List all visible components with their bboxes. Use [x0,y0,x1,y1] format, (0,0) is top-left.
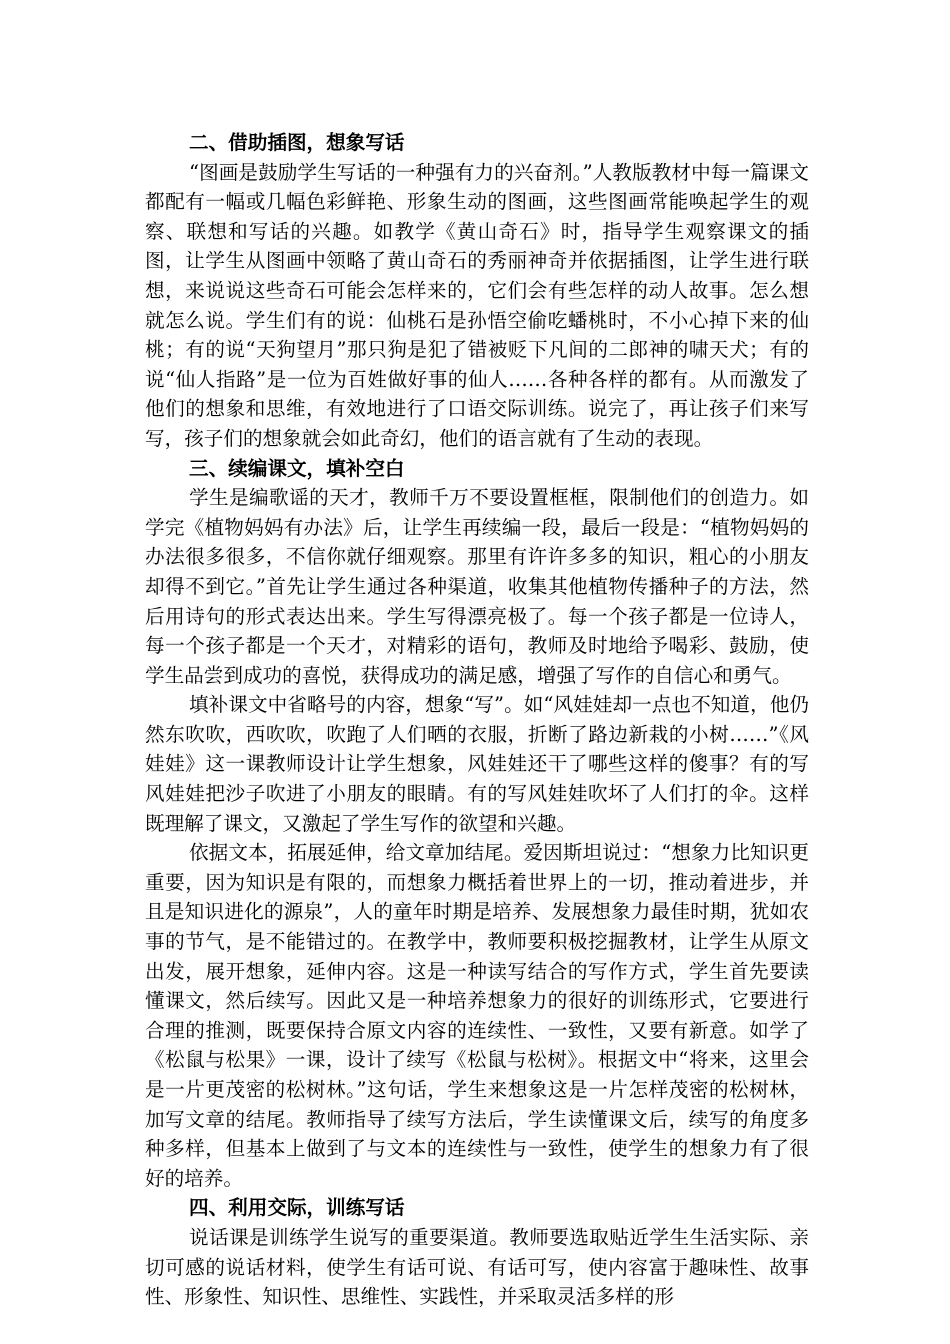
section-heading-4: 四、利用交际，训练写话 [189,1196,405,1220]
paragraph-add-ending: 依据文本，拓展延伸，给文章加结尾。爱因斯坦说过：“想象力比知识更重要，因为知识是有限的，而想象力概括着世界上的一切，推动着进步，并且是知识进化的源泉”，人的童年时期是培养、发展想象力最佳时期，犹如农事的节气，是不能错过的。在教学中，教师要积极挖掘教材，让学生从原文出发，展开想象，延伸内容。这是一种读写结合的写作方式，学生首先要读懂课文，然后续写。因此又是一种培养想象力的很好的训练形式，它要进行合理的推测，既要保持合原文内容的连续性、一致性，又要有新意。如学了《松鼠与松果》一课，设计了续写《松鼠与松树》。根据文中“将来，这里会是一片更茂密的松树林。”这句话，学生来想象这是一片怎样茂密的松树林，加写文章的结尾。教师指导了续写方法后，学生读懂课文后，续写的角度多种多样，但基本上做到了与文本的连续性与一致性，使学生的想象力有了很好的培养。 [145,841,809,1190]
paragraph-fill-ellipsis: 填补课文中省略号的内容，想象“写”。如“风娃娃却一点也不知道，他仍然东吹吹，西吹吹，吹跑了人们晒的衣服，折断了路边新栽的小树……”《风娃娃》这一课教师设计让学生想象，风娃娃还干了哪些这样的傻事？有的写风娃娃把沙子吹进了小朋友的眼睛。有的写风娃娃吹坏了人们打的伞。这样既理解了课文，又激起了学生写作的欲望和兴趣。 [145,693,809,835]
section-heading-3: 三、续编课文，填补空白 [189,456,405,480]
section-heading-2: 二、借助插图，想象写话 [189,131,405,154]
paragraph-continue-lesson: 学生是编歌谣的天才，教师千万不要设置框框，限制他们的创造力。如学完《植物妈妈有办法》后，让学生再续编一段，最后一段是：“植物妈妈的办法很多很多，不信你就仔细观察。那里有许许多多的知识，粗心的小朋友却得不到它。”首先让学生通过各种渠道，收集其他植物传播种子的方法，然后用诗句的形式表达出来。学生写得漂亮极了。每一个孩子都是一位诗人，每一个孩子都是一个天才，对精彩的语句，教师及时地给予喝彩、鼓励，使学生品尝到成功的喜悦，获得成功的满足感，增强了写作的自信心和勇气。 [145,486,809,687]
document-page [145,128,809,1312]
paragraph-illustration: “图画是鼓励学生写话的一种强有力的兴奋剂。”人教版教材中每一篇课文都配有一幅或几幅色彩鲜艳、形象生动的图画，这些图画常能唤起学生的观察、联想和写话的兴趣。如教学《黄山奇石》时，指导学生观察课文的插图，让学生从图画中领略了黄山奇石的秀丽神奇并依据插图，让学生进行联想，来说说这些奇石可能会怎样来的，它们会有些怎样的动人故事。怎么想就怎么说。学生们有的说：仙桃石是孙悟空偷吃蟠桃时，不小心掉下来的仙桃；有的说“天狗望月”那只狗是犯了错被贬下凡间的二郎神的啸天犬；有的说“仙人指路”是一位为百姓做好事的仙人……各种各样的都有。从而激发了他们的想象和思维，有效地进行了口语交际训练。说完了，再让孩子们来写写，孩子们的想象就会如此奇幻，他们的语言就有了生动的表现。 [145,160,809,450]
paragraph-speaking-class: 说话课是训练学生说写的重要渠道。教师要选取贴近学生生活实际、亲切可感的说话材料，使学生有话可说、有话可写，使内容富于趣味性、故事性、形象性、知识性、思维性、实践性，并采取灵活多样的形 [145,1225,809,1309]
